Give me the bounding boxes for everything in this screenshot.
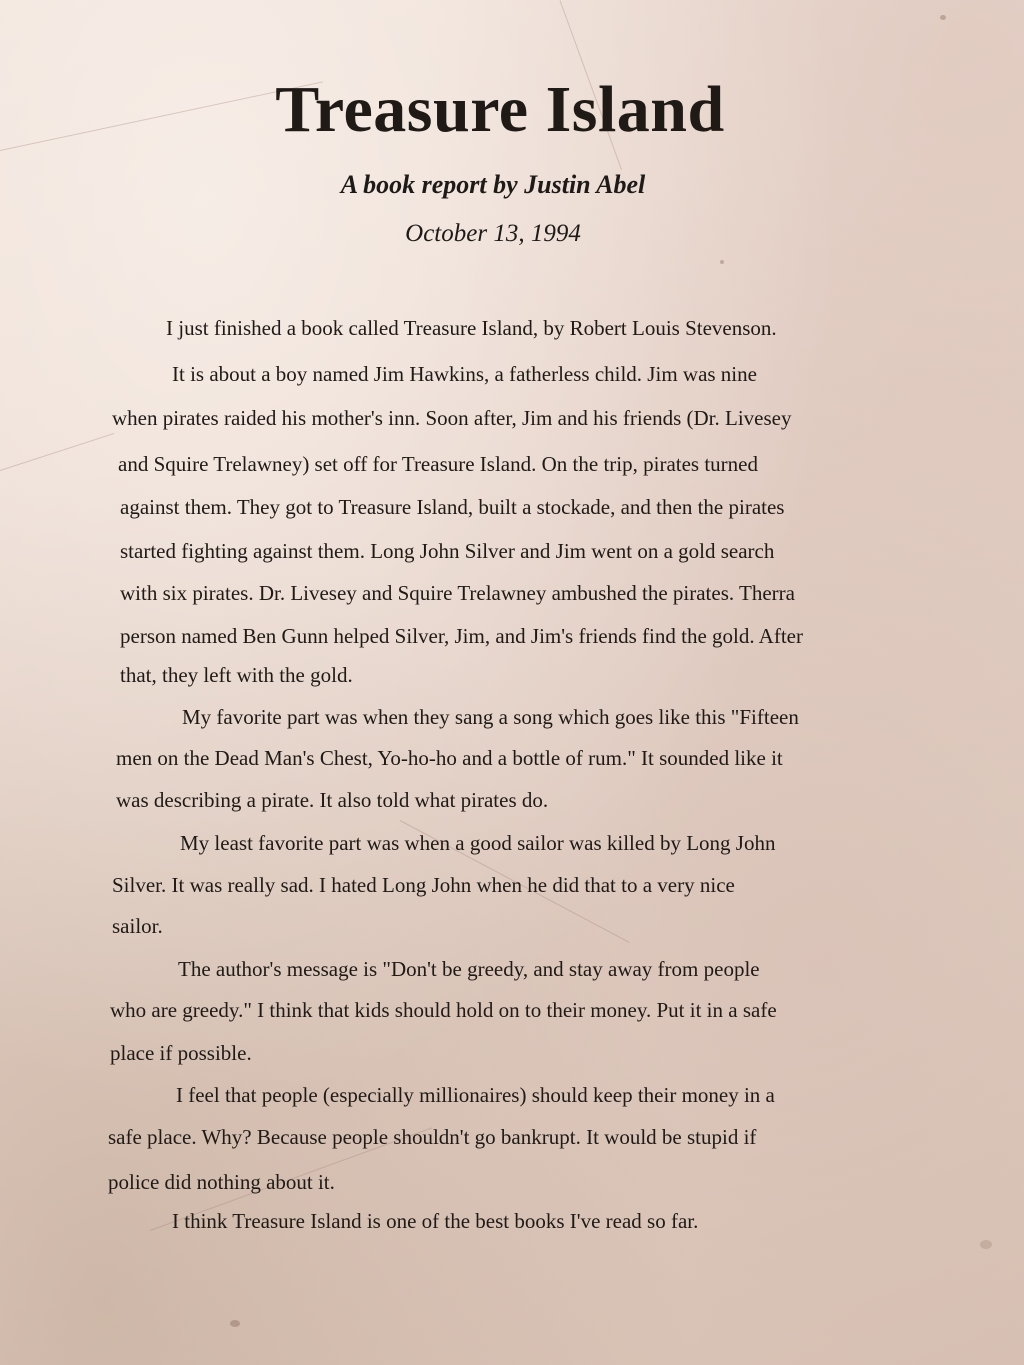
text-line: The author's message is "Don't be greedy, and stay away from people (178, 957, 760, 981)
paper-stain (940, 15, 946, 20)
text-line: I feel that people (especially millionaires) should keep their money in a (176, 1083, 775, 1107)
paper-crease (0, 433, 114, 471)
report-date: October 13, 1994 (405, 220, 581, 247)
page-title: Treasure Island (275, 73, 725, 146)
text-line: sailor. (112, 914, 163, 938)
text-line: My least favorite part was when a good sailor was killed by Long John (180, 831, 776, 855)
text-line: person named Ben Gunn helped Silver, Jim, and Jim's friends find the gold. After (120, 624, 803, 648)
paper-stain (230, 1320, 240, 1327)
text-line: against them. They got to Treasure Island, built a stockade, and then the pirates (120, 495, 785, 519)
text-line: It is about a boy named Jim Hawkins, a fatherless child. Jim was nine (172, 362, 757, 386)
text-line: My favorite part was when they sang a song which goes like this "Fifteen (182, 705, 799, 729)
text-line: I just finished a book called Treasure Island, by Robert Louis Stevenson. (166, 316, 777, 340)
text-line: I think Treasure Island is one of the best books I've read so far. (172, 1209, 699, 1233)
text-line: with six pirates. Dr. Livesey and Squire Trelawney ambushed the pirates. Therra (120, 581, 795, 605)
text-line: safe place. Why? Because people shouldn't go bankrupt. It would be stupid if (108, 1125, 757, 1149)
text-line: started fighting against them. Long John Silver and Jim went on a gold search (120, 539, 775, 563)
text-line: when pirates raided his mother's inn. Soon after, Jim and his friends (Dr. Livesey (112, 406, 792, 430)
text-line: and Squire Trelawney) set off for Treasure Island. On the trip, pirates turned (118, 452, 758, 476)
paper-stain (720, 260, 724, 264)
text-line: Silver. It was really sad. I hated Long John when he did that to a very nice (112, 873, 735, 897)
byline: A book report by Justin Abel (340, 170, 646, 199)
text-line: was describing a pirate. It also told what pirates do. (116, 788, 549, 812)
text-line: place if possible. (110, 1041, 252, 1065)
text-line: police did nothing about it. (108, 1170, 335, 1194)
text-line: men on the Dead Man's Chest, Yo-ho-ho and a bottle of rum." It sounded like it (116, 746, 783, 770)
text-line: that, they left with the gold. (120, 663, 353, 687)
paper-stain (980, 1240, 992, 1249)
text-line: who are greedy." I think that kids should hold on to their money. Put it in a safe (110, 998, 777, 1022)
